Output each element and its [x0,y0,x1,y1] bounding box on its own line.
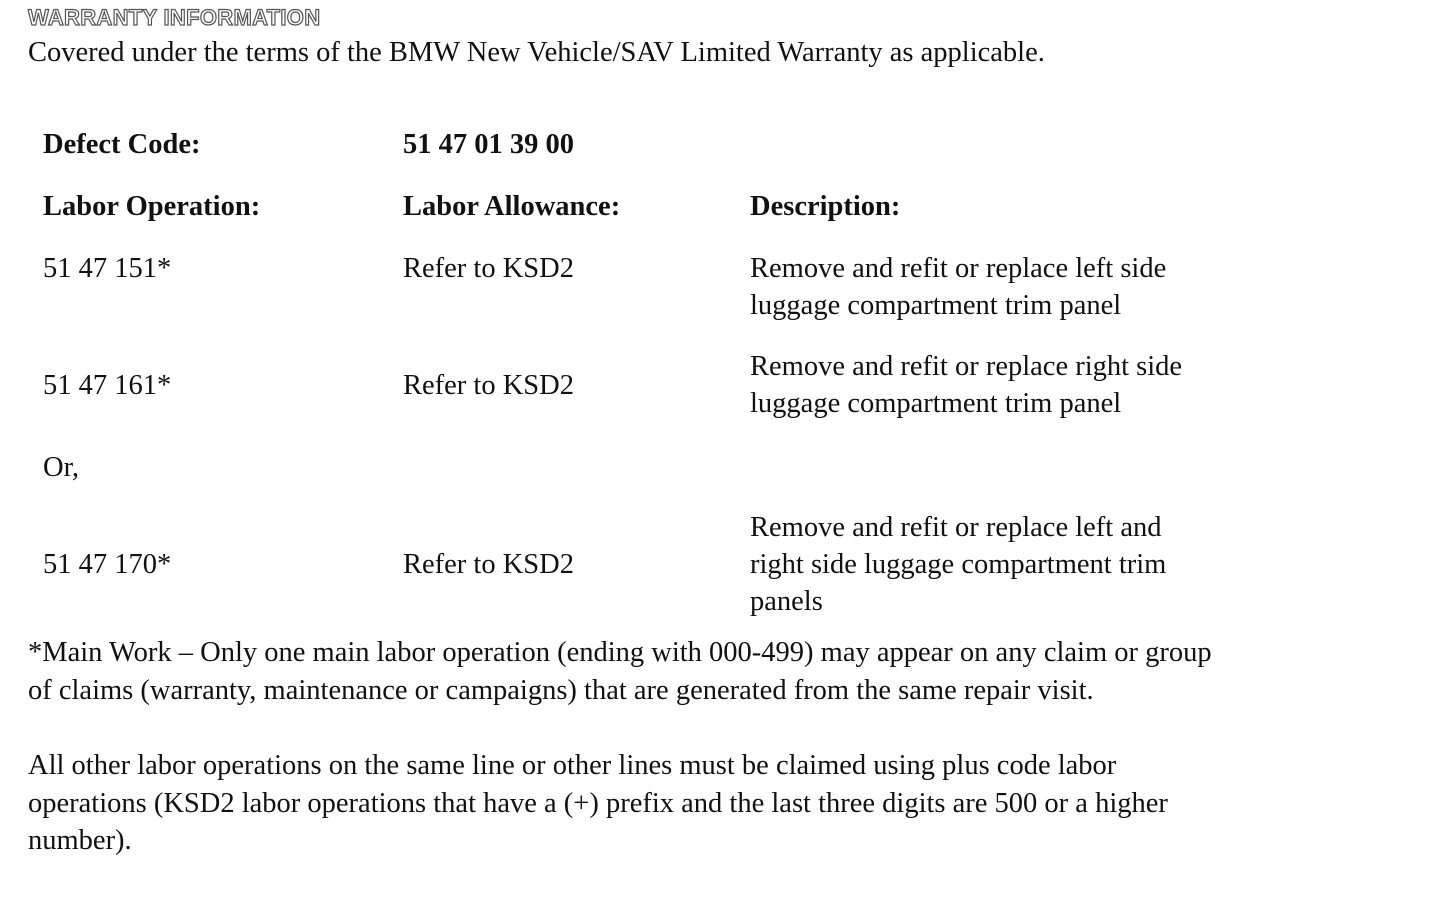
note-line: operations (KSD2 labor operations that have a (+) prefix and the last three digits are 500 or a higher [28,787,1168,819]
description-line: right side luggage compartment trim [750,549,1167,580]
defect-code-value: 51 47 01 39 00 [403,129,574,160]
note-line: number). [28,825,132,856]
description-line: luggage compartment trim panel [750,388,1122,419]
or-text: Or, [43,452,80,483]
labor-operation-header: Labor Operation: [43,191,261,222]
plus-code-note [28,747,1438,860]
note-line: All other labor operations on the same line or other lines must be claimed using plus code labor [28,750,1117,781]
labor-allowance-cell: Refer to KSD2 [403,549,574,580]
note-line: *Main Work – Only one main labor operation (ending with 000-499) may appear on any claim or group [28,637,1212,668]
defect-code-label: Defect Code: [43,129,201,160]
description-line: Remove and refit or replace right side [750,351,1183,382]
labor-operation-cell: 51 47 161* [43,370,172,401]
section-heading: WARRANTY INFORMATION [28,5,321,30]
labor-allowance-cell: Refer to KSD2 [403,370,574,401]
description-line: panels [750,586,823,617]
description-header: Description: [750,191,901,222]
description-cell [750,250,1310,324]
labor-allowance-header: Labor Allowance: [403,191,621,222]
description-line: luggage compartment trim panel [750,290,1122,321]
description-cell [750,348,1310,422]
warranty-intro: Covered under the terms of the BMW New Vehicle/SAV Limited Warranty as applicable. [28,37,1045,68]
description-line: Remove and refit or replace left side [750,253,1167,284]
note-line: of claims (warranty, maintenance or campaigns) that are generated from the same repair visit. [28,674,1094,706]
labor-allowance-cell: Refer to KSD2 [403,253,574,284]
labor-operation-cell: 51 47 151* [43,253,172,284]
description-line: Remove and refit or replace left and [750,512,1162,543]
labor-operation-cell: 51 47 170* [43,549,172,580]
description-cell [750,509,1310,620]
main-work-note [28,634,1438,709]
